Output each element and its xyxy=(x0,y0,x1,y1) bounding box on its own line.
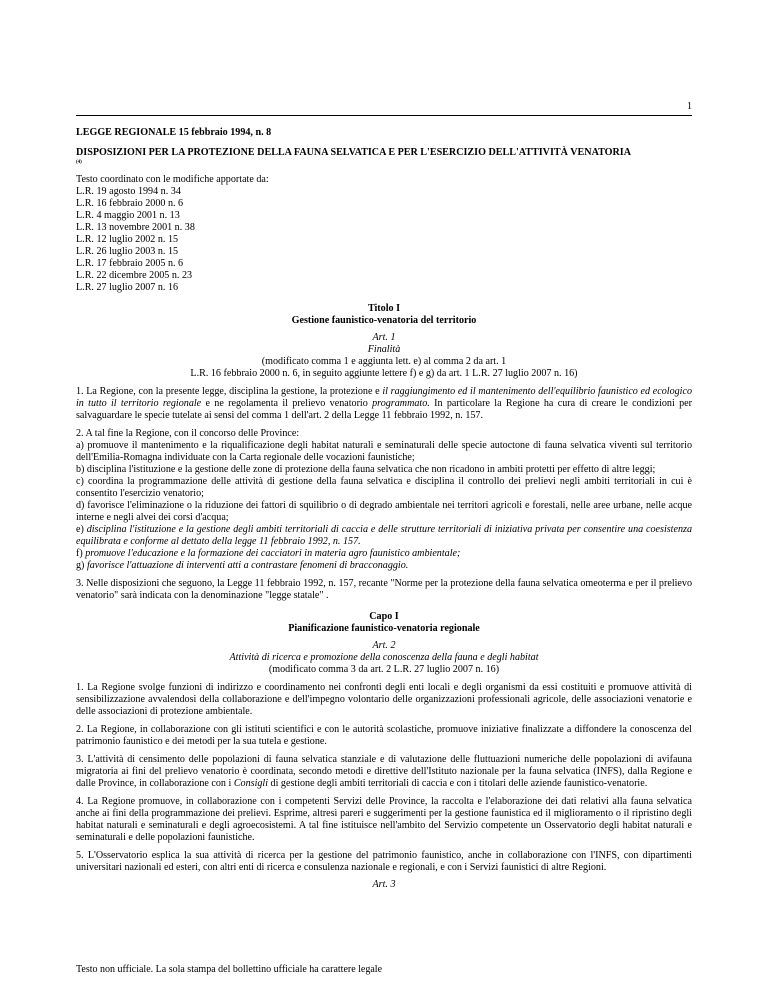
titolo-name: Gestione faunistico-venatoria del territorio xyxy=(291,315,477,326)
amendment-item: L.R. 19 agosto 1994 n. 34 xyxy=(76,186,181,197)
art1-paragraph-1 xyxy=(76,386,692,422)
amendments-intro: Testo coordinato con le modifiche apportate da: xyxy=(76,174,269,185)
capo-label: Capo I xyxy=(369,611,399,622)
text-run-italic: il raggiungimento ed il mantenimento dell'equilibrio faunistico ed ecologico in tutto il territorio regionale xyxy=(76,386,693,409)
document-body xyxy=(76,127,692,891)
list-item-text: favorisce l'attuazione di interventi atti a contrastare fenomeni di bracconaggio. xyxy=(86,560,409,571)
text-run: 1. La Regione, con la presente legge, disciplina la gestione, la protezione e xyxy=(76,386,383,397)
art1-label: Art. 1 xyxy=(372,332,396,343)
list-item: c) coordina la programmazione delle attività di gestione della fauna selvatica e disciplina il controllo dei prelievi negli ambiti territoriali in cui è consentito l'esercizio venatorio; xyxy=(76,476,692,499)
footer-disclaimer: Testo non ufficiale. La sola stampa del bollettino ufficiale ha carattere legale xyxy=(76,964,383,975)
text-run: In particolare la Regione ha cura di creare le condizioni per salvaguardare le specie tutelate ai sensi del comma 1 dell'art. 2 della Legge 11 febbraio 1992, n. 157. xyxy=(76,398,692,421)
list-item: a) promuove il mantenimento e la riqualificazione degli habitat naturali e seminaturali delle specie autoctone di fauna selvatica viventi sul territorio dell'Emilia-Romagna individuate con la Carta regionale delle vocazioni faunistiche; xyxy=(76,440,692,463)
text-run: di gestione degli ambiti territoriali di caccia e con i titolari delle aziende faunistico-venatorie. xyxy=(268,778,648,789)
law-subject: DISPOSIZIONI PER LA PROTEZIONE DELLA FAUNA SELVATICA E PER L'ESERCIZIO DELL'ATTIVITÀ VENATORIA xyxy=(76,147,632,158)
list-marker: e) xyxy=(76,524,87,535)
art2-paragraph-2: 2. La Regione, in collaborazione con gli istituti scientifici e con le autorità scolastiche, promuove iniziative finalizzate a diffondere la conoscenza del patrimonio faunistico e dei metodi per la sua tutela e gestione. xyxy=(76,724,692,747)
art2-paragraph-5: 5. L'Osservatorio esplica la sua attività di ricerca per la gestione del patrimonio faunistico, anche in collaborazione con l'INFS, con dipartimenti universitari nazionali ed esteri, con altri enti di ricerca e consulenza nazionale e regionali, e con i Servizi faunistici di altre Regioni. xyxy=(76,850,692,873)
art2-name: Attività di ricerca e promozione della conoscenza della fauna e degli habitat xyxy=(229,652,539,663)
amendment-item: L.R. 16 febbraio 2000 n. 6 xyxy=(76,198,184,209)
titolo-label: Titolo I xyxy=(367,303,401,314)
text-run-italic: programmato. xyxy=(372,398,430,409)
list-intro: 2. A tal fine la Regione, con il concorso delle Province: xyxy=(76,428,300,439)
titolo-heading xyxy=(76,303,692,327)
list-item xyxy=(76,560,692,572)
list-item xyxy=(76,548,692,560)
amendment-item: L.R. 4 maggio 2001 n. 13 xyxy=(76,210,180,221)
amendment-item: L.R. 22 dicembre 2005 n. 23 xyxy=(76,270,193,281)
text-run: e ne regolamenta il prelievo venatorio xyxy=(201,398,373,409)
art2-label: Art. 2 xyxy=(372,640,396,651)
art1-note-line1: (modificato comma 1 e aggiunta lett. e) al comma 2 da art. 1 xyxy=(261,356,507,367)
amendment-item: L.R. 17 febbraio 2005 n. 6 xyxy=(76,258,184,269)
art2-note: (modificato comma 3 da art. 2 L.R. 27 luglio 2007 n. 16) xyxy=(268,664,500,675)
text-run: 3. L'attività di censimento delle popolazioni di fauna selvatica stanziale e di valutazione delle fluttuazioni numeriche delle popolazioni di avifauna migratoria ai fini del prelievo venatorio è coordinata, secondo metodi e direttive dell'Istituto nazionale per la fauna selvatica (INFS), dalla Regione e dalle Province, in collaborazione con i xyxy=(76,754,692,789)
capo-heading xyxy=(76,611,692,635)
list-item: b) disciplina l'istituzione e la gestione delle zone di protezione della fauna selvatica che non ricadono in ambiti protetti per effetto di altre leggi; xyxy=(76,464,656,475)
art2-paragraph-4: 4. La Regione promuove, in collaborazione con i competenti Servizi delle Province, la raccolta e l'elaborazione dei dati relativi alla fauna selvatica anche ai fini della programmazione dei prelievi. Esprime, altresì pareri e suggerimenti per la gestione faunistica ed il miglioramento o il ripristino degli habitat naturali e seminaturali e degli agroecosistemi. A tal fine istituisce nell'ambito del Servizio competente un Osservatorio degli habitat naturali e seminaturali e delle popolazioni faunistiche. xyxy=(76,796,692,843)
amendment-item: L.R. 12 luglio 2002 n. 15 xyxy=(76,234,179,245)
art1-name: Finalità xyxy=(367,344,401,355)
art2-paragraph-3 xyxy=(76,754,692,790)
list-item-text: disciplina l'istituzione e la gestione degli ambiti territoriali di caccia e delle strutture territoriali di iniziativa privata per consentire una coesistenza equilibrata e conforme al dettato della legge 11 febbraio 1992, n. 157. xyxy=(76,524,692,547)
art1-paragraph-3: 3. Nelle disposizioni che seguono, la Legge 11 febbraio 1992, n. 157, recante "Norme per la protezione della fauna selvatica omeoterma e per il prelievo venatorio" sarà indicata con la denominazione "legge statale" . xyxy=(76,578,692,601)
art2-paragraph-1: 1. La Regione svolge funzioni di indirizzo e coordinamento nei confronti degli enti locali e degli organismi da essi costituiti e promuove attività di sensibilizzazione avvalendosi della collaborazione e dell'impegno volontario delle organizzazioni professionali agricole, delle associazioni venatorie e delle associazioni di protezione ambientale. xyxy=(76,682,692,717)
amendments-block xyxy=(76,174,692,294)
text-run-italic: Consigli xyxy=(233,778,269,789)
art2-heading xyxy=(76,640,692,676)
list-item xyxy=(76,524,692,548)
header-rule xyxy=(76,115,692,116)
page-number: 1 xyxy=(687,101,692,112)
art1-heading xyxy=(76,332,692,380)
list-marker: g) xyxy=(76,560,87,571)
list-marker: f) xyxy=(76,548,86,559)
footnote-reference: (4) xyxy=(76,160,82,165)
amendment-item: L.R. 13 novembre 2001 n. 38 xyxy=(76,222,195,233)
list-item-text: promuove l'educazione e la formazione dei cacciatori in materia agro faunistico ambientale; xyxy=(85,548,461,559)
law-title: LEGGE REGIONALE 15 febbraio 1994, n. 8 xyxy=(76,127,272,138)
art1-paragraph-2 xyxy=(76,428,692,572)
list-item: d) favorisce l'eliminazione o la riduzione dei fattori di squilibrio o di degrado ambientale nei territori agricoli e forestali, nelle aree urbane, nelle acque interne e negli alvei dei corsi d'acqua; xyxy=(76,500,692,523)
capo-name: Pianificazione faunistico-venatoria regionale xyxy=(288,623,480,634)
art1-note-line2: L.R. 16 febbraio 2000 n. 6, in seguito aggiunte lettere f) e g) da art. 1 L.R. 27 luglio 2007 n. 16) xyxy=(190,368,578,379)
art3-label: Art. 3 xyxy=(372,879,396,890)
amendment-item: L.R. 26 luglio 2003 n. 15 xyxy=(76,246,179,257)
amendment-item: L.R. 27 luglio 2007 n. 16 xyxy=(76,282,179,293)
